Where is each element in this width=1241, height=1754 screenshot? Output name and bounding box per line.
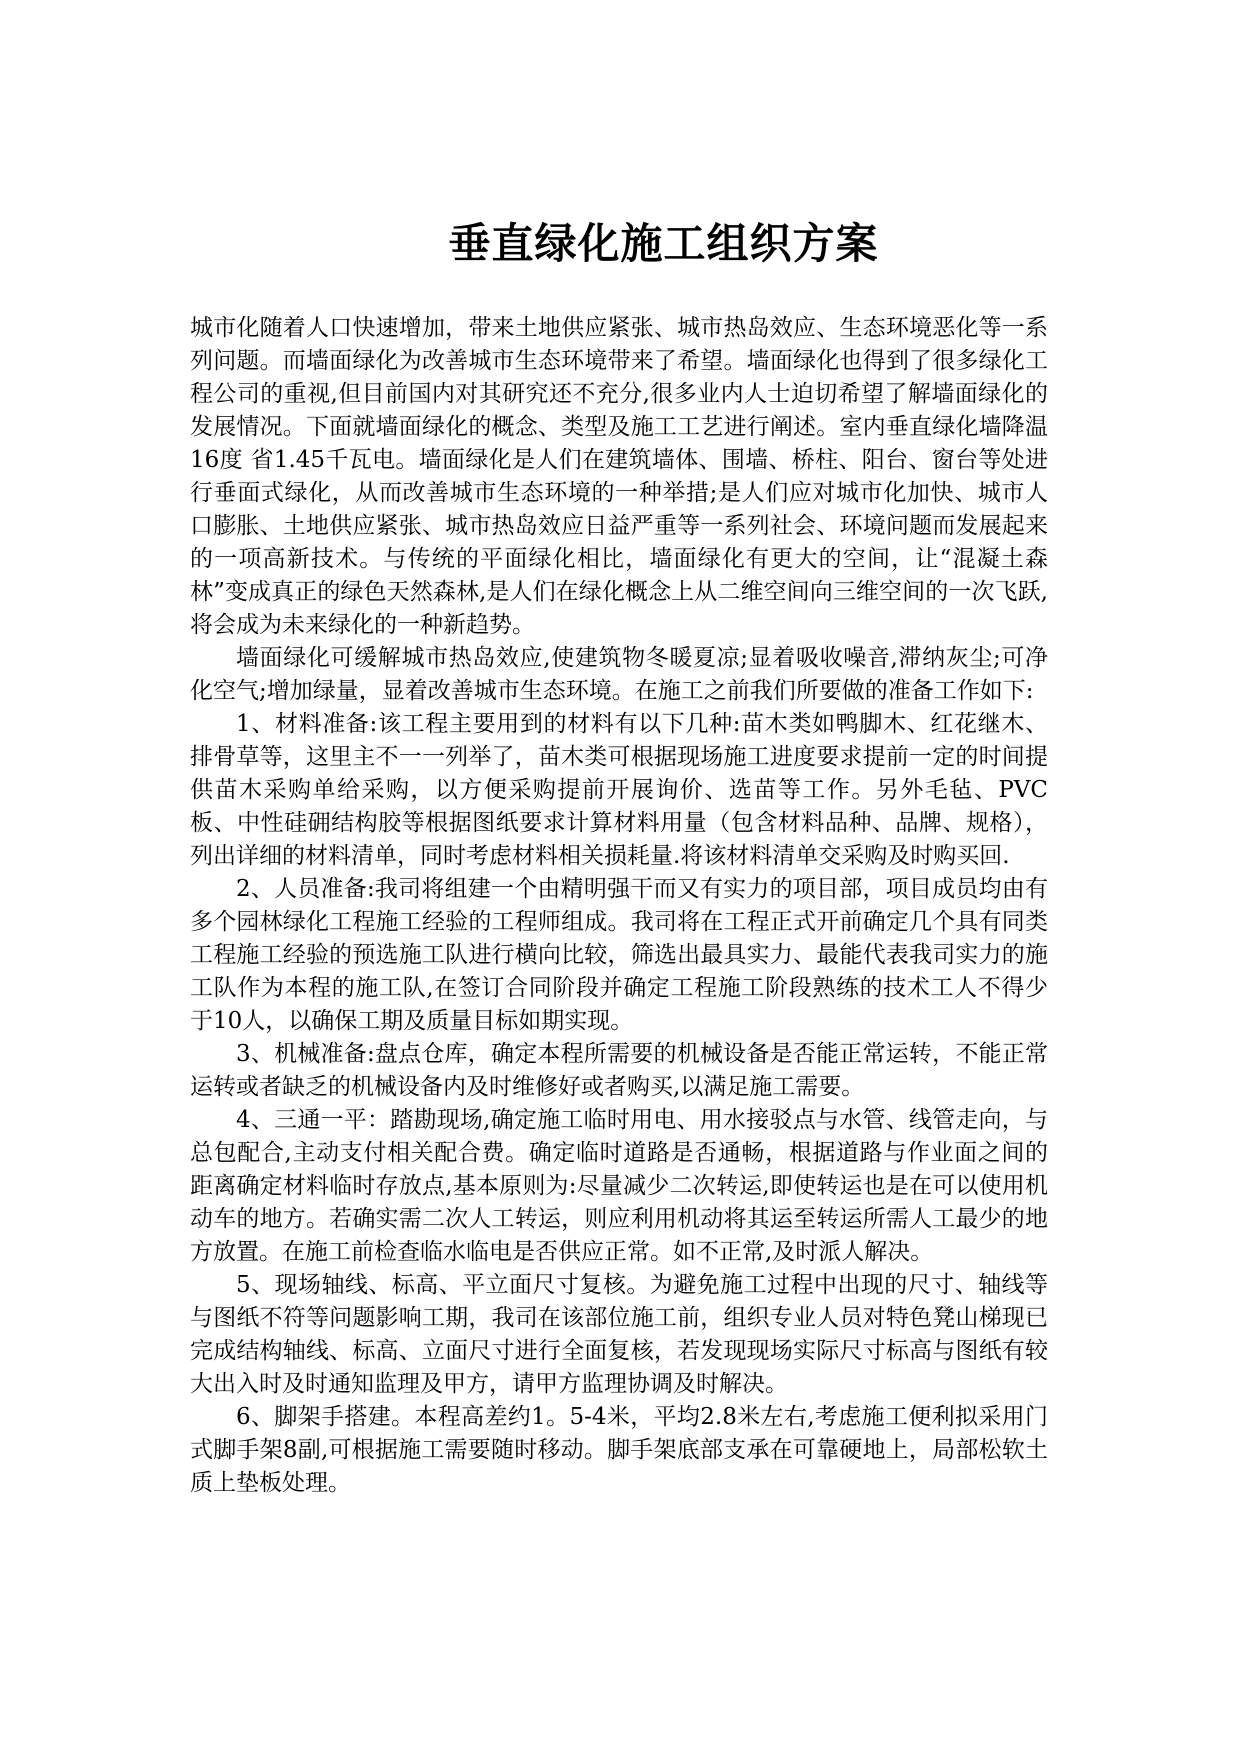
paragraph-scaffolding: 6、脚架手搭建。本程高差约1。5-4米，平均2.8米左右,考虑施工便利拟采用门式脚手架8副,可根据施工需要随时移动。脚手架底部支承在可靠硬地上，局部松软土质上垫板处理。 [190, 1404, 1048, 1496]
document-title: 垂直绿化施工组织方案 [448, 219, 879, 268]
paragraph-personnel: 2、人员准备:我司将组建一个由精明强干而又有实力的项目部，项目成员均由有多个园林绿化工程施工经验的工程师组成。我司将在工程正式开前确定几个具有同类工程施工经验的预选施工队进行横向比较，筛选出最具实力、最能代表我司实力的施工队作为本程的施工队,在签订合同阶段并确定工程施工阶段熟练的技术工人不得少于10人，以确保工期及质量目标如期实现。 [190, 876, 1048, 1034]
paragraph-intro: 城市化随着人口快速增加，带来土地供应紧张、城市热岛效应、生态环境恶化等一系列问题。而墙面绿化为改善城市生态环境带来了希望。墙面绿化也得到了很多绿化工程公司的重视,但目前国内对其研究还不充分,很多业内人士迫切希望了解墙面绿化的发展情况。下面就墙面绿化的概念、类型及施工工艺进行阐述。室内垂直绿化墙降温16度 省1.45千瓦电。墙面绿化是人们在建筑墙体、围墙、桥柱、阳台、窗台等处进行垂面式绿化，从而改善城市生态环境的一种举措;是人们应对城市化加快、城市人口膨胀、土地供应紧张、城市热岛效应日益严重等一系列社会、环境问题而发展起来的一项高新技术。与传统的平面绿化相比，墙面绿化有更大的空间，让“混凝土森林”变成真正的绿色天然森林,是人们在绿化概念上从二维空间向三维空间的一次飞跃,将会成为未来绿化的一种新趋势。 [190, 315, 1048, 638]
paragraph-materials: 1、材料准备:该工程主要用到的材料有以下几种:苗木类如鸭脚木、红花继木、排骨草等，这里主不一一列举了，苗木类可根据现场施工进度要求提前一定的时间提供苗木采购单给采购，以方便采购提前开展询价、选苗等工作。另外毛毡、PVC 板、中性硅砽结构胶等根据图纸要求计算材料用量（包含材料品种、品牌、规格），列出详细的材料清单，同时考虑材料相关损耗量.将该材料清单交采购及时购买回. [190, 711, 1048, 869]
paragraph-site-prep: 4、三通一平：踏勘现场,确定施工临时用电、用水接驳点与水管、线管走向，与总包配合,主动支付相关配合费。确定临时道路是否通畅，根据道路与作业面之间的距离确定材料临时存放点,基本原则为:尽量减少二次转运,即使转运也是在可以使用机动车的地方。若确实需二次人工转运，则应利用机动将其运至转运所需人工最少的地方放置。在施工前检查临水临电是否供应正常。如不正常,及时派人解决。 [190, 1107, 1048, 1265]
document-body [190, 312, 1048, 1500]
paragraph-benefits: 墙面绿化可缓解城市热岛效应,使建筑物冬暖夏凉;显着吸收噪音,滞纳灰尘;可净化空气;增加绿量，显着改善城市生态环境。在施工之前我们所要做的准备工作如下: [190, 645, 1048, 704]
paragraph-survey-check: 5、现场轴线、标高、平立面尺寸复核。为避免施工过程中出现的尺寸、轴线等与图纸不符等问题影响工期，我司在该部位施工前，组织专业人员对特色凳山梯现已完成结构轴线、标高、立面尺寸进行全面复核，若发现现场实际尺寸标高与图纸有较大出入时及时通知监理及甲方，请甲方监理协调及时解决。 [190, 1272, 1048, 1397]
paragraph-machinery: 3、机械准备:盘点仓库，确定本程所需要的机械设备是否能正常运转，不能正常运转或者缺乏的机械设备内及时维修好或者购买,以满足施工需要。 [190, 1041, 1048, 1100]
